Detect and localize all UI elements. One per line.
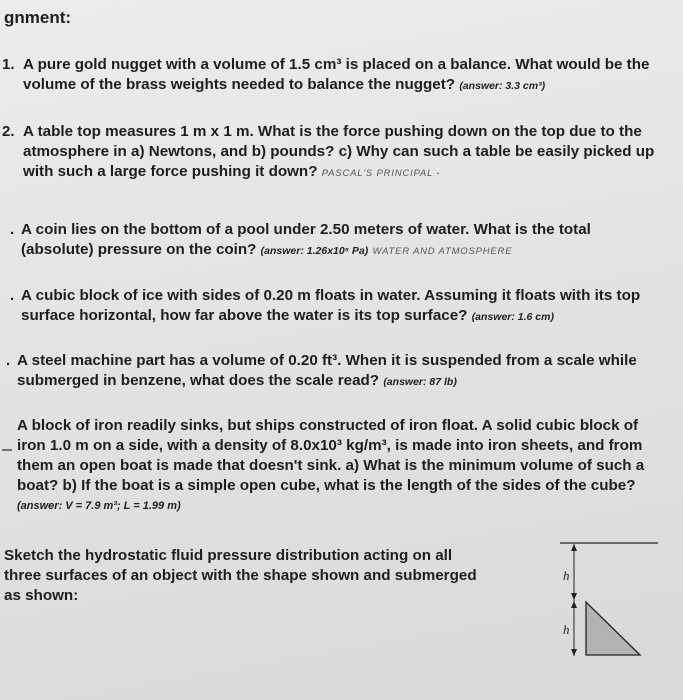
problem-line: iron 1.0 m on a side, with a density of 8.0x10³ kg/m³, is made into iron sheets, and from: [17, 437, 643, 454]
problem-line: A coin lies on the bottom of a pool under 2.50 meters of water. What is the total: [21, 221, 591, 238]
problem-line: [21, 240, 591, 262]
answer-note: (answer: 3.3 cm³): [459, 80, 546, 92]
sketch-prompt: [4, 546, 477, 606]
problem-line: A steel machine part has a volume of 0.20 ft³. When it is suspended from a scale while: [17, 352, 637, 369]
problem-line-text: volume of the brass weights needed to balance the nugget?: [23, 76, 456, 93]
problem-line-text: submerged in benzene, what does the scale read?: [17, 372, 380, 389]
handwritten-note: PASCAL'S PRINCIPAL -: [321, 168, 441, 179]
page-title: gnment:: [4, 8, 72, 27]
arrowhead-mid-up: [571, 593, 577, 600]
problem-line-text: (absolute) pressure on the coin?: [21, 241, 257, 258]
arrowhead-bottom: [571, 649, 577, 656]
problem-line: A cubic block of ice with sides of 0.20 m floats in water. Assuming it floats with its top: [21, 287, 641, 304]
problem-number: 2.: [2, 123, 15, 140]
problem-line: [23, 75, 649, 96]
problem-line: them an open boat is made that doesn't sink. a) What is the minimum volume of such a: [17, 457, 645, 474]
sketch-line: as shown:: [4, 587, 79, 604]
handwritten-note: WATER AND ATMOSPHERE: [372, 246, 513, 257]
depth-label-bottom: h: [563, 622, 570, 637]
problem-number: .: [10, 287, 15, 304]
answer-note: (answer: 1.6 cm): [471, 311, 554, 323]
answer-note: (answer: 1.26x10⁵ Pa): [260, 245, 369, 257]
answer-note: (answer: 87 lb): [383, 376, 457, 388]
arrowhead-top: [571, 544, 577, 551]
problem-text: [17, 416, 644, 516]
problem-line: A table top measures 1 m x 1 m. What is the force pushing down on the top due to the: [23, 123, 642, 140]
depth-label-top: h: [563, 568, 570, 583]
problem-text: [21, 220, 591, 262]
problem-line: [17, 371, 637, 392]
problem-text: [23, 55, 649, 96]
problem-line: A block of iron readily sinks, but ships constructed of iron float. A solid cubic block of: [17, 417, 639, 434]
problem-line-text: with such a large force pushing it down?: [23, 163, 318, 180]
answer-note: (answer: V = 7.9 m³; L = 1.99 m): [17, 500, 181, 512]
problem-text: [23, 122, 654, 184]
problem-text: [17, 351, 637, 392]
problem-number: 1.: [2, 56, 15, 73]
problem-number: .: [10, 221, 15, 238]
problem-line: [21, 306, 640, 327]
sketch-line: Sketch the hydrostatic fluid pressure distribution acting on all: [4, 547, 453, 564]
submerged-triangle-figure: [540, 530, 665, 665]
problem-text: [21, 286, 640, 327]
problem-line: boat? b) If the boat is a simple open cube, what is the length of the sides of the cube?: [17, 477, 636, 494]
problem-line-text: surface horizontal, how far above the water is its top surface?: [21, 307, 468, 324]
sketch-line: three surfaces of an object with the shape shown and submerged: [4, 567, 477, 584]
problem-line: [23, 162, 654, 184]
problem-line: atmosphere in a) Newtons, and b) pounds? c) Why can such a table be easily picked up: [23, 143, 655, 160]
arrowhead-mid-down: [571, 601, 577, 608]
problem-number: .: [6, 352, 11, 369]
margin-dash: [2, 448, 14, 452]
problem-line: A pure gold nugget with a volume of 1.5 cm³ is placed on a balance. What would be the: [23, 56, 650, 73]
triangle-object: [586, 602, 640, 655]
